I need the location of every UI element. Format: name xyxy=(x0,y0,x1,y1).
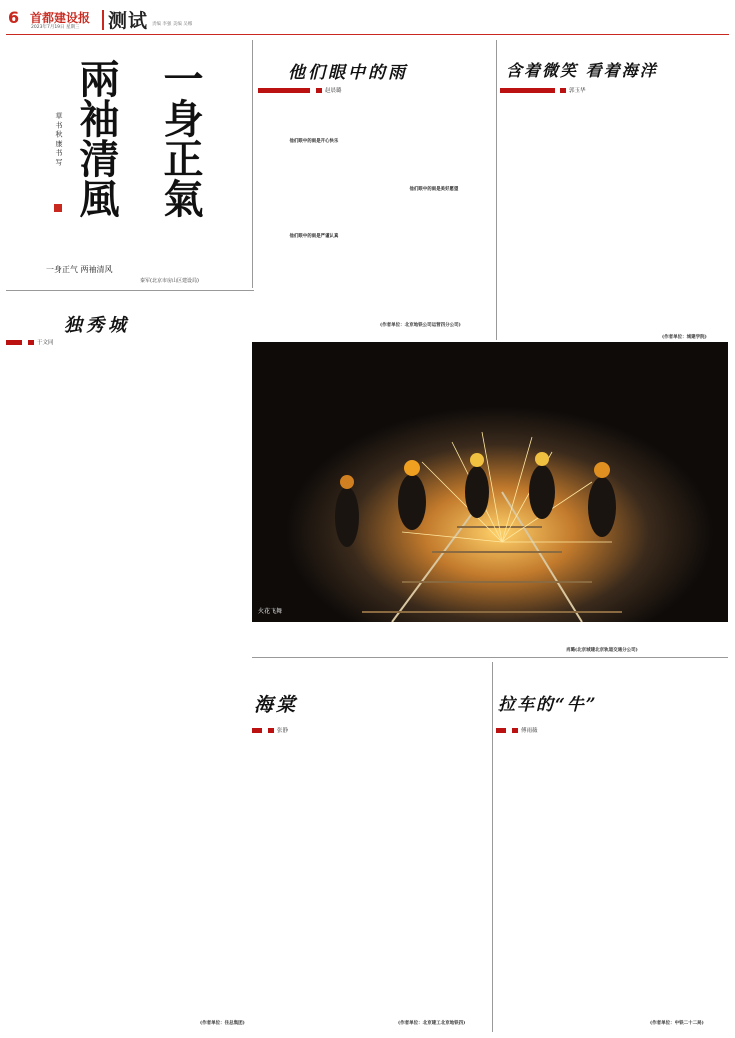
article-footer: (作者单位：中铁二十二局) xyxy=(650,1021,704,1026)
article-cart-cow xyxy=(496,662,728,1032)
divider-bar xyxy=(102,10,104,30)
section-bar xyxy=(258,88,310,93)
page-number: 6 xyxy=(8,8,20,27)
calligraphy-panel xyxy=(12,40,252,285)
byline-marker xyxy=(28,340,34,345)
article-dugu-city xyxy=(6,293,249,673)
subhead-3: 他们眼中的雨是严谨认真 xyxy=(289,234,339,240)
body-column-1 xyxy=(496,738,604,1022)
article-title: 他们眼中的雨 xyxy=(288,63,408,83)
article-title: 拉车的“牛” xyxy=(498,695,598,715)
seal-stamp xyxy=(54,204,62,212)
body-text xyxy=(252,738,484,1022)
article-eyes-rain xyxy=(258,40,496,340)
article-footer: (作者单位：城建学院) xyxy=(662,335,707,340)
byline xyxy=(268,726,288,734)
section-rule xyxy=(6,290,254,291)
subhead-1: 他们眼中的雨是开心快乐 xyxy=(289,139,339,144)
article-sea-view xyxy=(500,40,728,340)
photo-graphic xyxy=(252,342,728,622)
byline-marker xyxy=(560,88,566,93)
paper-name: 首都建设报 xyxy=(30,11,91,25)
subhead-2: 他们眼中的雨是美好愿望 xyxy=(409,187,459,192)
masthead-rule xyxy=(6,34,729,35)
article-title: 含着微笑 看着海洋 xyxy=(506,61,658,80)
construction-photo xyxy=(252,342,728,622)
byline xyxy=(560,86,586,94)
article-footer: (作者单位：住总集团) xyxy=(200,1021,245,1026)
column-divider xyxy=(496,40,497,340)
photo-caption-left: 火花飞舞 xyxy=(258,608,283,615)
editor-credit: 责编 李强 美编 吴娜 xyxy=(152,22,193,27)
body-text xyxy=(6,351,249,666)
byline-marker xyxy=(316,88,322,93)
byline-author: 赵晨璐 xyxy=(325,88,342,94)
calligraphy-author: 秦军(北京市房山区建设局) xyxy=(140,278,199,284)
section-bar xyxy=(6,340,22,345)
calligraphy-right-column: 一身正氣 xyxy=(157,58,204,218)
byline xyxy=(28,338,54,346)
byline xyxy=(512,726,538,734)
byline xyxy=(316,86,342,94)
issue-date: 2023年7月19日 星期三 xyxy=(31,25,80,30)
article-haitang xyxy=(252,662,488,1032)
byline-author: 张静 xyxy=(277,728,289,734)
body-column-2 xyxy=(378,100,490,300)
photo-caption-right: 肖璐(北京城建北京轨道交通分公司) xyxy=(566,648,638,653)
byline-marker xyxy=(268,728,274,733)
column-divider xyxy=(492,662,493,1032)
article-footer: (作者单位：北京建工北京地铁四) xyxy=(398,1021,466,1026)
section-bar xyxy=(496,728,506,733)
body-column-2 xyxy=(616,100,724,330)
article-title: 海棠 xyxy=(254,694,299,716)
byline-author: 郭玉华 xyxy=(569,88,586,94)
body-column-1 xyxy=(258,100,370,300)
masthead xyxy=(0,0,735,38)
byline-author: 傅雨薇 xyxy=(521,728,538,734)
section-rule xyxy=(252,657,728,658)
section-bar xyxy=(252,728,262,733)
body-column-2 xyxy=(612,738,724,1022)
section-name: 测试 xyxy=(108,10,149,32)
article-title: 独秀城 xyxy=(64,315,130,336)
body-column-1 xyxy=(500,100,608,330)
section-bar xyxy=(500,88,555,93)
column-divider xyxy=(252,40,253,288)
byline-author: 于文同 xyxy=(37,340,54,346)
calligraphy-caption: 一身正气 两袖清风 xyxy=(46,265,113,274)
calligraphy-signature: 草 书 秋 康 书 写 xyxy=(55,112,63,166)
byline-marker xyxy=(512,728,518,733)
article-footer: (作者单位：北京地铁公司运营四分公司) xyxy=(380,323,461,328)
calligraphy-left-column: 兩袖清風 xyxy=(73,58,120,218)
